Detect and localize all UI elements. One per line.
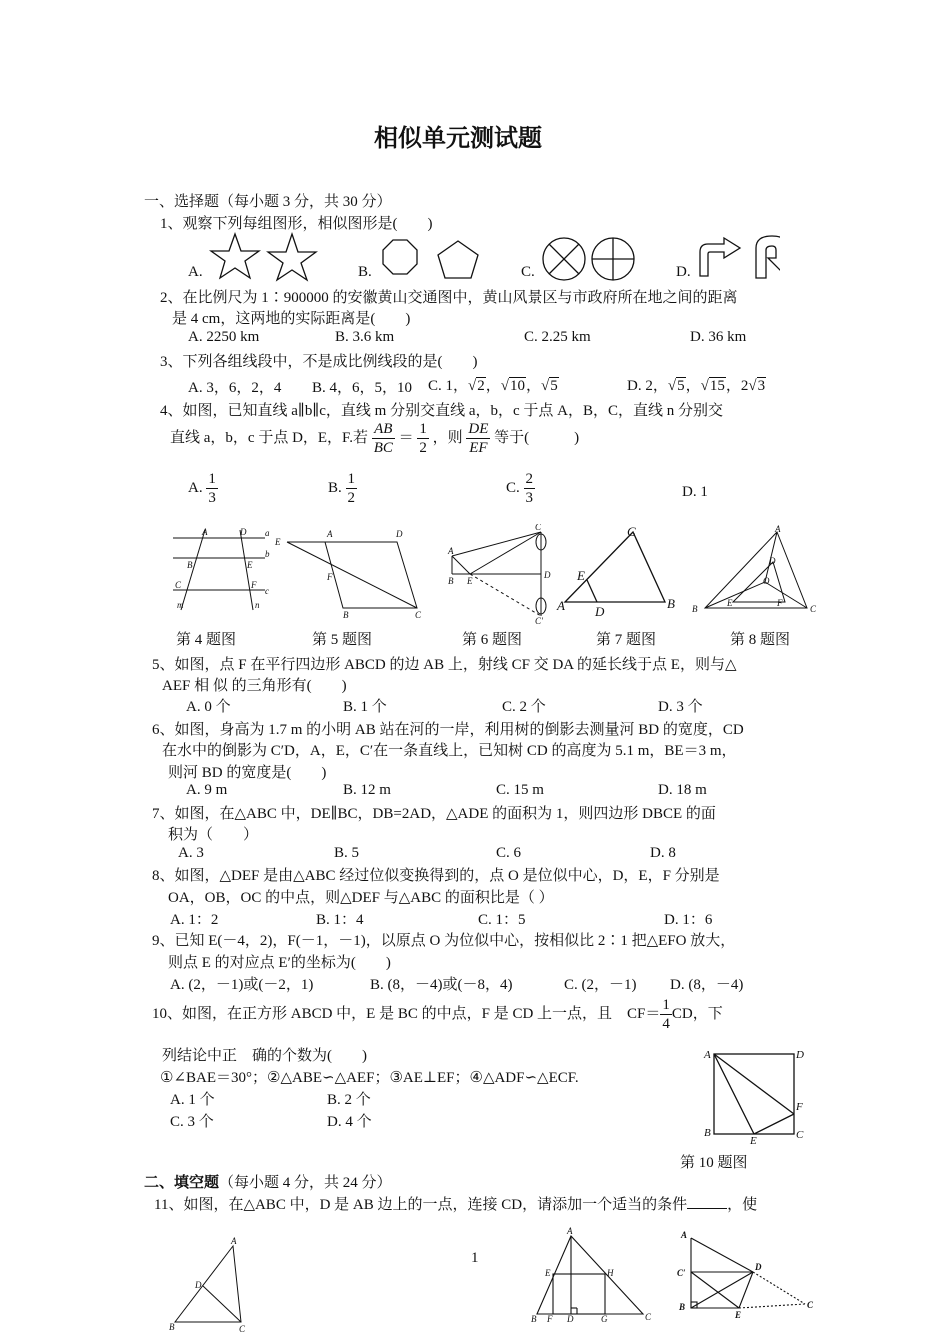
svg-text:m: m — [177, 600, 184, 610]
circle-with-x-shape — [543, 238, 585, 280]
q8-option-d: D. 1：6 — [664, 912, 713, 928]
q8-option-a: A. 1：2 — [170, 912, 219, 928]
q9-option-b: B. (8，－4)或(－8，4) — [370, 977, 513, 993]
svg-text:F: F — [547, 1314, 553, 1324]
q7-stem-line2: 积为（ ） — [168, 827, 259, 843]
q2-option-a: A. 2250 km — [188, 329, 260, 345]
caption-figure-4: 第 4 题图 — [176, 632, 237, 648]
caption-figure-6: 第 6 题图 — [462, 632, 523, 648]
q10-stem-line1: 10、如图，在正方形 ABCD 中，E 是 BC 的中点，F 是 CD 上一点，且 CF＝ $\frac{1}{4}$ CD，下 — [152, 997, 723, 1032]
q5-option-d: D. 3 个 — [658, 699, 703, 715]
q9-option-d: D. (8，－4) — [670, 977, 744, 993]
q9-option-c: C. (2，－1) — [564, 977, 637, 993]
q5-option-c: C. 2 个 — [502, 699, 546, 715]
q2-option-d: D. 36 km — [690, 329, 747, 345]
svg-text:C: C — [175, 580, 182, 590]
svg-text:B: B — [704, 1127, 711, 1139]
q9-stem-line2: 则点 E 的对应点 E′的坐标为( ) — [168, 955, 391, 971]
q1-option-c-label: C. — [521, 264, 535, 280]
svg-text:A: A — [681, 1230, 688, 1240]
svg-text:B: B — [667, 596, 675, 611]
svg-text:D: D — [769, 556, 776, 566]
q7-stem-line1: 7、如图，在△ABC 中，DE∥BC，DB=2AD，△ADE 的面积为 1，则四边形 DBCE 的面 — [152, 806, 716, 822]
svg-text:D: D — [240, 527, 247, 537]
svg-text:C: C — [415, 610, 422, 620]
svg-text:c: c — [265, 586, 269, 596]
svg-text:E: E — [545, 1268, 551, 1278]
figure-10 — [700, 1046, 812, 1144]
q8-option-b: B. 1：4 — [316, 912, 364, 928]
figure-6 — [452, 532, 546, 616]
svg-text:B: B — [692, 604, 698, 614]
q4-option-c: C. $\frac{2}{3}$ — [506, 471, 534, 506]
q4-stem-line1: 4、如图，已知直线 a∥b∥c，直线 m 分别交直线 a，b，c 于点 A，B，C，直线 n 分别交 — [160, 403, 724, 419]
circle-with-cross-shape — [592, 238, 634, 280]
q7-option-d: D. 8 — [650, 845, 676, 861]
q8-stem-line1: 8、如图，△DEF 是由△ABC 经过位似变换得到的，点 O 是位似中心，D，E，F 分别是 — [152, 868, 720, 884]
svg-text:B: B — [187, 560, 193, 570]
svg-text:E: E — [275, 537, 281, 547]
q1-figures — [200, 230, 780, 284]
svg-text:C: C — [239, 1324, 246, 1334]
q5-option-a: A. 0 个 — [186, 699, 231, 715]
q9-stem-line1: 9、已知 E(－4，2)，F(－1，－1)，以原点 O 为位似中心，按相似比 2∶1 把△EFO 放大， — [152, 933, 736, 949]
q11-stem: 11、如图，在△ABC 中，D 是 AB 边上的一点，连接 CD，请添加一个适当的条件 ，使 — [154, 1197, 758, 1213]
svg-text:D: D — [195, 1280, 202, 1290]
q3-option-d: D. 2，√5，√15，2√3 — [627, 378, 766, 394]
svg-text:E: E — [735, 1310, 742, 1320]
svg-text:B: B — [343, 610, 349, 620]
svg-text:C: C — [645, 1312, 652, 1322]
q5-stem-line2: AEF 相 似 的三角形有( ) — [162, 678, 347, 694]
q10-stem-line2: 列结论中正 确的个数为( ) — [162, 1048, 367, 1064]
q1-stem: 1、观察下列每组图形，相似图形是( ) — [160, 216, 433, 232]
figure-8 — [705, 532, 807, 608]
q3-option-b: B. 4，6，5，10 — [312, 380, 413, 396]
q4-option-a: A. $\frac{1}{3}$ — [188, 471, 216, 506]
svg-text:F: F — [796, 1101, 803, 1113]
q9-option-a: A. (2，－1)或(－2，1) — [170, 977, 314, 993]
q3-option-c: C. 1，√2，√10，√5 — [428, 378, 558, 394]
svg-text:E: E — [247, 560, 253, 570]
page-title: 相似单元测试题 — [374, 124, 542, 152]
section-heading-choice: 一、选择题（每小题 3 分，共 30 分） — [144, 194, 392, 210]
q2-option-b: B. 3.6 km — [335, 329, 395, 345]
star-shape-small — [211, 234, 259, 278]
q10-option-b: B. 2 个 — [327, 1092, 371, 1108]
svg-text:D: D — [595, 604, 605, 619]
svg-text:A: A — [327, 529, 333, 539]
figures-row-bottom — [165, 1226, 825, 1338]
svg-text:A: A — [567, 1226, 573, 1236]
q3-stem: 3、下列各组线段中，不是成比例线段的是( ) — [160, 354, 478, 370]
svg-text:A: A — [231, 1236, 237, 1246]
svg-text:a: a — [265, 528, 270, 538]
svg-text:E: E — [727, 598, 733, 608]
svg-text:D: D — [567, 1314, 574, 1324]
figures-row-q4-q8 — [165, 524, 825, 624]
u-turn-arrow-shape — [756, 236, 780, 278]
q7-option-c: C. 6 — [496, 845, 522, 861]
svg-text:C′: C′ — [535, 616, 543, 624]
figure-4 — [173, 530, 265, 610]
svg-text:F: F — [327, 572, 333, 582]
svg-text:A: A — [775, 524, 781, 534]
caption-figure-8: 第 8 题图 — [730, 632, 791, 648]
svg-text:E: E — [467, 576, 473, 586]
q2-stem-line2: 是 4 cm，这两地的实际距离是( ) — [172, 311, 411, 327]
q8-option-c: C. 1：5 — [478, 912, 526, 928]
pentagon-shape — [438, 241, 478, 278]
svg-text:B: B — [531, 1314, 537, 1324]
q11-answer-blank[interactable] — [687, 1196, 727, 1209]
svg-text:B: B — [169, 1322, 175, 1332]
svg-text:C: C — [627, 524, 636, 539]
q1-option-d-label: D. — [676, 264, 691, 280]
svg-text:A: A — [448, 546, 454, 556]
bent-arrow-right-shape — [700, 238, 740, 276]
svg-text:H: H — [607, 1268, 614, 1278]
q6-option-d: D. 18 m — [658, 782, 707, 798]
caption-figure-7: 第 7 题图 — [596, 632, 657, 648]
q6-stem-line3: 则河 BD 的宽度是( ) — [168, 765, 327, 781]
svg-text:D: D — [755, 1262, 762, 1272]
q4-option-d: D. 1 — [682, 484, 708, 500]
svg-text:B: B — [679, 1302, 686, 1312]
q10-statements: ①∠BAE＝30°；②△ABE∽△AEF；③AE⊥EF；④△ADF∽△ECF. — [160, 1070, 579, 1086]
page-number: 1 — [471, 1250, 479, 1266]
svg-text:D: D — [796, 1049, 804, 1061]
q2-stem-line1: 2、在比例尺为 1∶900000 的安徽黄山交通图中，黄山风景区与市政府所在地之间的距离 — [160, 290, 738, 306]
svg-text:D: D — [544, 570, 551, 580]
svg-text:C: C — [807, 1300, 814, 1310]
figure-7 — [565, 532, 665, 602]
q6-option-a: A. 9 m — [186, 782, 228, 798]
svg-text:A: A — [704, 1049, 711, 1061]
caption-figure-5: 第 5 题图 — [312, 632, 373, 648]
q7-option-a: A. 3 — [178, 845, 204, 861]
q6-option-c: C. 15 m — [496, 782, 544, 798]
q4-stem-line2: 直线 a，b，c 于点 D，E，F.若 $\frac{AB}{BC}$ ＝ $\frac{1}{2}$ ，则 $\frac{DE}{EF}$ 等于( ) — [170, 421, 580, 456]
svg-text:E: E — [750, 1135, 757, 1144]
svg-text:b: b — [265, 549, 270, 559]
svg-text:E: E — [577, 568, 585, 583]
q5-stem-line1: 5、如图，点 F 在平行四边形 ABCD 的边 AB 上，射线 CF 交 DA 的延长线于点 E，则与△ — [152, 657, 737, 673]
caption-figure-10: 第 10 题图 — [680, 1155, 748, 1171]
q5-option-b: B. 1 个 — [343, 699, 387, 715]
figure-12 — [537, 1236, 643, 1314]
svg-text:C: C — [535, 524, 542, 532]
q6-stem-line2: 在水中的倒影为 C′D，A，E，C′在一条直线上，已知树 CD 的高度为 5.1 m，BE＝3 m， — [162, 743, 737, 759]
svg-text:C: C — [796, 1129, 804, 1141]
q1-option-b-label: B. — [358, 264, 372, 280]
svg-text:A: A — [557, 598, 565, 613]
figure-13 — [691, 1238, 805, 1308]
svg-text:B: B — [448, 576, 454, 586]
q6-option-b: B. 12 m — [343, 782, 391, 798]
svg-text:G: G — [601, 1314, 608, 1324]
q10-option-a: A. 1 个 — [170, 1092, 215, 1108]
figure-5 — [287, 542, 417, 608]
q1-option-a-label: A. — [188, 264, 203, 280]
q10-option-c: C. 3 个 — [170, 1114, 214, 1130]
q2-option-c: C. 2.25 km — [524, 329, 591, 345]
svg-text:O: O — [763, 576, 770, 586]
q7-option-b: B. 5 — [334, 845, 360, 861]
svg-text:C′: C′ — [677, 1268, 686, 1278]
q6-stem-line1: 6、如图，身高为 1.7 m 的小明 AB 站在河的一岸，利用树的倒影去测量河 BD 的宽度，CD — [152, 722, 744, 738]
q3-option-a: A. 3，6，2，4 — [188, 380, 282, 396]
octagon-shape — [383, 240, 417, 274]
q4-option-b: B. $\frac{1}{2}$ — [328, 471, 356, 506]
svg-text:D: D — [396, 529, 403, 539]
svg-text:F: F — [251, 580, 257, 590]
svg-text:C: C — [810, 604, 817, 614]
star-shape-large — [268, 234, 316, 280]
q10-option-d: D. 4 个 — [327, 1114, 372, 1130]
figure-11 — [175, 1246, 241, 1322]
svg-text:F: F — [777, 598, 783, 608]
q8-stem-line2: OA，OB，OC 的中点，则△DEF 与△ABC 的面积比是（ ） — [168, 890, 554, 906]
svg-text:A: A — [202, 527, 208, 537]
svg-text:n: n — [255, 600, 260, 610]
section-heading-fill: 二、填空题（每小题 4 分，共 24 分） — [144, 1175, 392, 1191]
